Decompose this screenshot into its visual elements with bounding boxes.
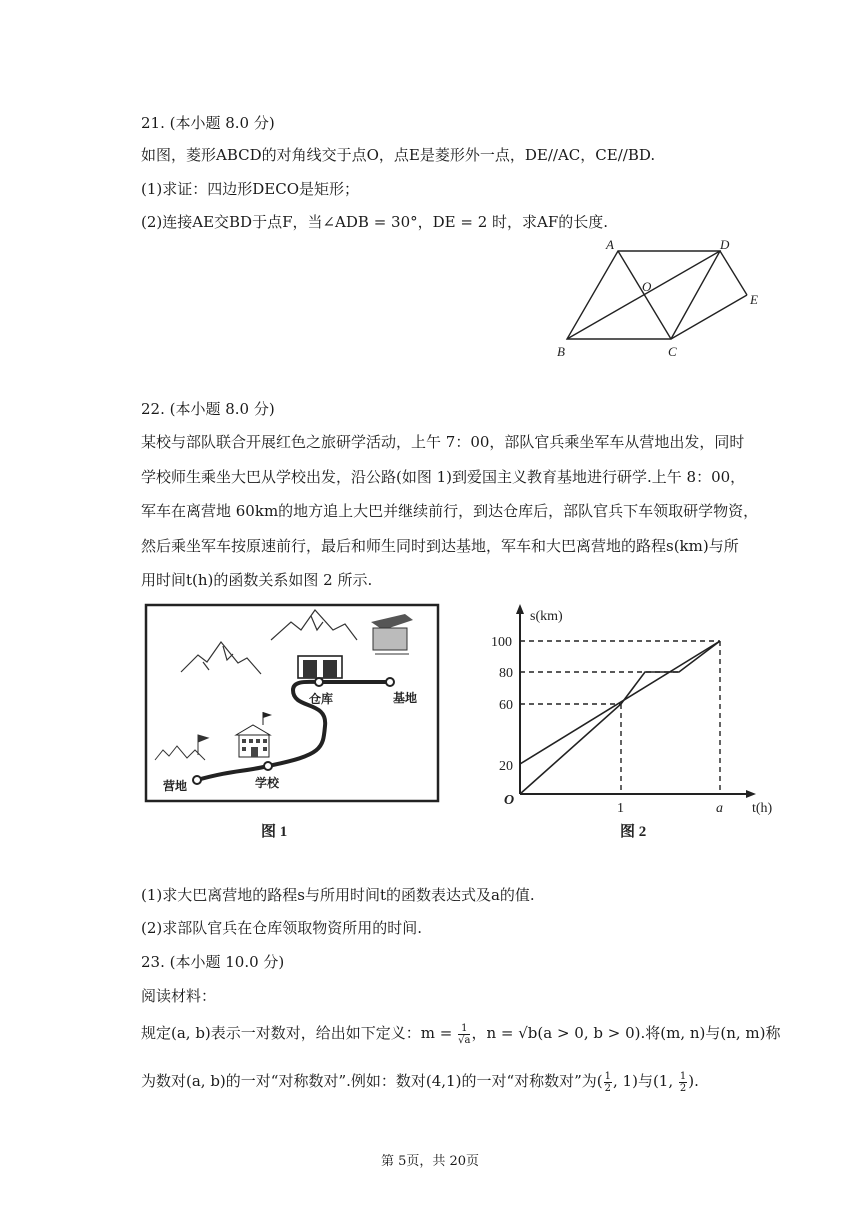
q23-definition-text-b: ，n = √b(a > 0, b > 0).将(m, n)与(n, m)称 (471, 1024, 781, 1042)
fraction-half (604, 1071, 612, 1094)
label-o: O (642, 279, 652, 294)
truck-line (520, 641, 720, 794)
q22-question1: (1)求大巴离营地的路程s与所用时间t的函数表达式及a的值. (141, 886, 535, 904)
xtick-a: a (716, 801, 723, 816)
q22-question2: (2)求部队官兵在仓库领取物资所用的时间. (141, 919, 423, 937)
q21-stem: 如图，菱形ABCD的对角线交于点O，点E是菱形外一点，DE//AC，CE//BD. (141, 146, 656, 164)
fraction-denominator: 2 (604, 1082, 612, 1094)
ytick-80: 80 (499, 666, 513, 681)
q23-definition-text-a: 规定(a, b)表示一对数对，给出如下定义：m = (141, 1024, 453, 1042)
rhombus-figure (540, 234, 780, 364)
ytick-100: 100 (491, 635, 512, 650)
q23-definition (141, 1022, 781, 1046)
origin-label: O (504, 793, 515, 808)
q21-header: 21. (本小题 8.0 分) (141, 114, 275, 132)
q23-reading: 阅读材料： (141, 987, 217, 1005)
warehouse-label: 仓库 (309, 692, 334, 706)
ytick-60: 60 (499, 698, 513, 713)
route-map-figure (143, 600, 448, 845)
camp-label: 营地 (163, 779, 188, 793)
label-e: E (750, 292, 758, 307)
q22-line2: 学校师生乘坐大巴从学校出发，沿公路(如图 1)到爱国主义教育基地进行研学.上午 8：00， (141, 468, 746, 486)
label-b: B (557, 344, 565, 359)
q21-part2: (2)连接AE交BD于点F，当∠ADB = 30°，DE = 2 时，求AF的长度. (141, 213, 609, 231)
q22-line3: 军车在离营地 60km的地方追上大巴并继续前行，到达仓库后，部队官兵下车领取研学物资， (141, 502, 759, 520)
q22-line4: 然后乘坐军车按原速前行，最后和师生同时到达基地，军车和大巴离营地的路程s(km)与所 (141, 537, 739, 555)
xtick-1: 1 (617, 801, 624, 816)
x-axis-label: t(h) (752, 801, 773, 816)
q22-header: 22. (本小题 8.0 分) (141, 400, 275, 418)
fraction-denominator: 2 (679, 1082, 687, 1094)
fraction-numerator: 1 (679, 1070, 687, 1082)
bus-line (520, 641, 720, 764)
page-footer: 第 5页，共 20页 (380, 1154, 480, 1169)
fraction-half (679, 1071, 687, 1094)
fraction-numerator: 1 (458, 1023, 470, 1035)
label-d: D (720, 237, 730, 252)
q23-header: 23. (本小题 10.0 分) (141, 953, 285, 971)
q22-line5: 用时间t(h)的函数关系如图 2 所示. (141, 571, 373, 589)
q21-part1: (1)求证：四边形DECO是矩形； (141, 180, 359, 198)
label-c: C (668, 344, 677, 359)
figure1-caption: 图 1 (261, 824, 288, 840)
base-label: 基地 (393, 691, 418, 705)
q23-example-text-a: 为数对(a, b)的一对“对称数对”.例如：数对(4,1)的一对“对称数对”为( (141, 1072, 603, 1090)
ytick-20: 20 (499, 759, 513, 774)
label-a: A (606, 237, 614, 252)
y-axis-label: s(km) (530, 609, 563, 624)
warehouse-icon (298, 656, 342, 678)
q23-example-text-b: , 1)与(1, (613, 1072, 678, 1090)
figure2-caption: 图 2 (620, 824, 647, 840)
fraction-numerator: 1 (604, 1070, 612, 1082)
fraction-m (458, 1023, 470, 1046)
fraction-denominator: √a (458, 1034, 471, 1046)
q23-example (141, 1070, 699, 1094)
q22-line1: 某校与部队联合开展红色之旅研学活动，上午 7：00，部队官兵乘坐军车从营地出发，同时 (141, 433, 745, 451)
school-label: 学校 (255, 776, 280, 790)
q23-example-text-c: ). (688, 1072, 699, 1090)
distance-time-graph (490, 598, 790, 846)
